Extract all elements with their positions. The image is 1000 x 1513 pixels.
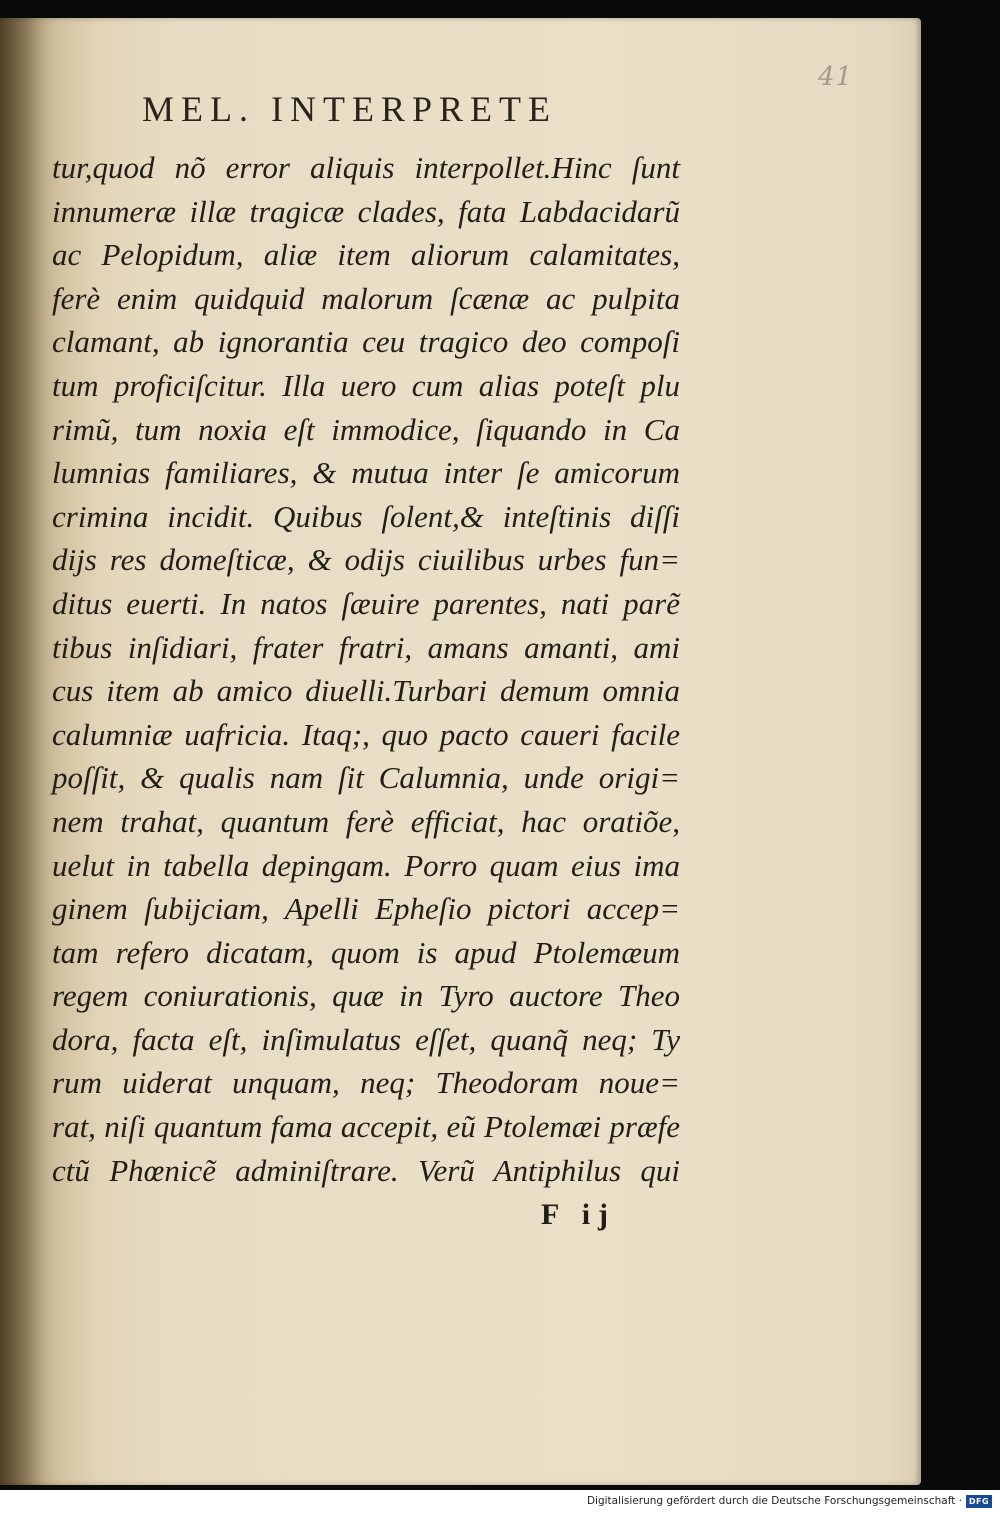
text-line: tum proficiſcitur. Illa uero cum alias poteſt plu bbox=[52, 367, 680, 403]
text-line: rum uiderat unquam, neq; Theodoram noue= bbox=[52, 1065, 680, 1101]
text-line: ditus euerti. In natos ſæuire parentes, nati parẽ bbox=[52, 585, 680, 621]
text-line: ferè enim quidquid malorum ſcænæ ac pulpita bbox=[52, 280, 680, 316]
running-head: MEL. INTERPRETE bbox=[142, 89, 557, 129]
text-line: innumeræ illæ tragicæ clades, fata Labdacidarũ bbox=[52, 193, 680, 229]
text-line: ctũ Phœnicẽ adminiſtrare. Verũ Antiphilus qui bbox=[52, 1152, 680, 1188]
text-line: rat, niſi quantum fama accepit, eũ Ptolemæi præfe bbox=[52, 1109, 680, 1145]
text-block bbox=[52, 146, 680, 1192]
text-line: ac Pelopidum, aliæ item aliorum calamitates, bbox=[52, 237, 680, 273]
text-line: rimũ, tum noxia eſt immodice, ſiquando in Ca bbox=[52, 411, 680, 447]
text-line: ginem ſubijciam, Apelli Epheſio pictori accep= bbox=[52, 891, 680, 927]
text-line: poſſit, & qualis nam ſit Calumnia, unde origi= bbox=[52, 760, 680, 796]
text-line: uelut in tabella depingam. Porro quam eius ima bbox=[52, 847, 680, 883]
signature-mark: F ij bbox=[541, 1198, 617, 1231]
text-line: dora, facta eſt, inſimulatus eſſet, quanq̃ neq; Ty bbox=[52, 1021, 680, 1057]
book-page bbox=[0, 18, 921, 1485]
text-line: tur,quod nõ error aliquis interpollet.Hinc ſunt bbox=[52, 150, 680, 185]
text-line: lumnias familiares, & mutua inter ſe amicorum bbox=[52, 455, 680, 491]
text-line: clamant, ab ignorantia ceu tragico deo compoſi bbox=[52, 324, 680, 360]
footer-bar bbox=[0, 1490, 1000, 1513]
text-line: nem trahat, quantum ferè efficiat, hac oratiõe, bbox=[52, 803, 680, 839]
dfg-logo[interactable]: DFG bbox=[966, 1495, 992, 1508]
text-line: tam refero dicatam, quom is apud Ptolemæum bbox=[52, 934, 680, 970]
text-line: calumniæ uafricia. Itaq;, quo pacto caueri facile bbox=[52, 716, 680, 752]
text-line: tibus inſidiari, frater fratri, amans amanti, ami bbox=[52, 629, 680, 665]
text-line: dijs res domeſticæ, & odijs ciuilibus urbes fun= bbox=[52, 542, 680, 578]
text-line: cus item ab amico diuelli.Turbari demum omnia bbox=[52, 673, 680, 709]
footer-credit: Digitalisierung gefördert durch die Deutsche Forschungsgemeinschaft · bbox=[586, 1495, 962, 1507]
folio-note: 41 bbox=[818, 62, 854, 92]
text-line: crimina incidit. Quibus ſolent,& inteſtinis diſſi bbox=[52, 498, 680, 534]
text-line: regem coniurationis, quæ in Tyro auctore Theo bbox=[52, 978, 680, 1014]
